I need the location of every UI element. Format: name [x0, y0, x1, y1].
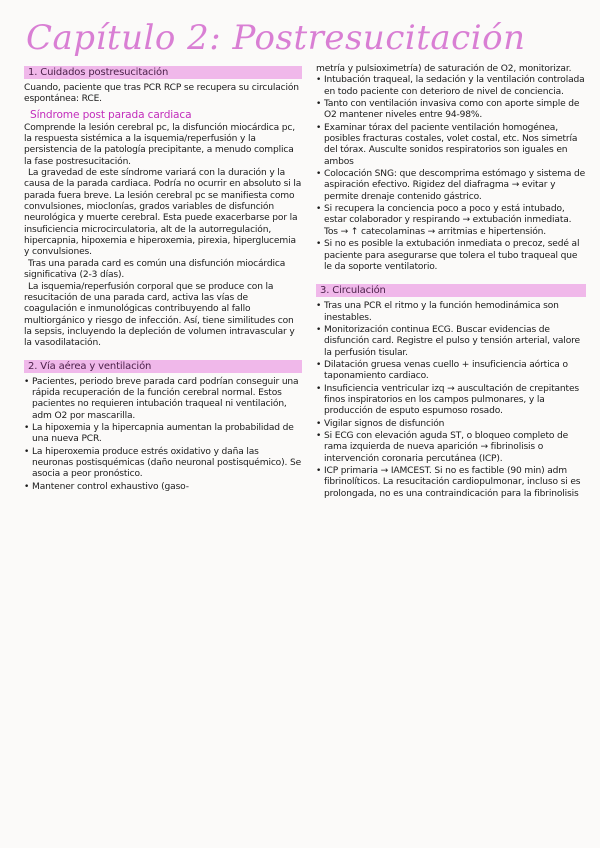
- right-column: [316, 64, 586, 501]
- list-item: • Colocación SNG: que descomprima estómago y sistema de aspiración efectivo. Rigidez del diafragma → evitar y permite drenaje contenido gástrico.: [316, 169, 586, 203]
- continued-text: metría y pulsioximetría) de saturación de O2, monitorizar.: [316, 64, 572, 74]
- page-title: Capítulo 2: Postresucitación: [26, 18, 526, 58]
- bullet-list: [316, 301, 586, 500]
- section-heading-via-aerea: 2. Vía aérea y ventilación: [24, 360, 302, 373]
- list-item: • Monitorización continua ECG. Buscar evidencias de disfunción card. Registre el pulso y tensión arterial, valore la perfusión tisular.: [316, 325, 586, 359]
- list-item: • Intubación traqueal, la sedación y la ventilación controlada en todo paciente con deterioro de nivel de conciencia.: [316, 75, 586, 98]
- list-item: • La hipoxemia y la hipercapnia aumentan la probabilidad de una nueva PCR.: [24, 423, 302, 446]
- paragraph: Tras una parada card es común una disfunción miocárdica significativa (2-3 días).: [24, 258, 286, 281]
- list-item: • Tras una PCR el ritmo y la función hemodinámica son inestables.: [316, 301, 586, 324]
- list-item: • Si ECG con elevación aguda ST, o bloqueo completo de rama izquierda de nueva aparición → fibrinolisis o intervención coronaria percutánea (ICP).: [316, 431, 586, 465]
- section-heading-circulacion: 3. Circulación: [316, 284, 586, 297]
- list-item: • La hiperoxemia produce estrés oxidativo y daña las neuronas postisquémicas (daño neuronal postisquémico). Se asocia a peor pronóstico.: [24, 447, 302, 481]
- list-item: • Si no es posible la extubación inmediata o precoz, sedé al paciente para asegurarse que tolera el tubo traqueal que le da soporte ventilatorio.: [316, 239, 586, 273]
- section-heading-cuidados: 1. Cuidados postresucitación: [24, 66, 302, 79]
- bullet-list: [24, 377, 302, 493]
- list-item: • Tanto con ventilación invasiva como con aporte simple de O2 mantener niveles entre 94-98%.: [316, 99, 586, 122]
- left-column: [24, 64, 302, 494]
- bullet-list: [316, 75, 586, 273]
- list-item: • Vigilar signos de disfunción: [316, 419, 586, 430]
- paragraph: La gravedad de este síndrome variará con la duración y la causa de la parada cardiaca. Podría no ocurrir en absoluto si la parada fuera breve. La lesión cerebral pc se manifiesta como convulsiones, mioclonías, grados variables de disfunción neurológica y muerte cerebral. Esta puede exacerbarse por la insuficiencia microcirculatoria, alt de la autorregulación, hipercapnia, hipoxemia e hiperoxemia, pirexia, hiperglucemia y convulsiones.: [24, 168, 302, 258]
- list-item: • ICP primaria → IAMCEST. Si no es factible (90 min) adm fibrinolíticos. La resucitación cardiopulmonar, incluso si es prolongada, no es una contraindicación para la fibrinolisis: [316, 466, 586, 500]
- paragraph: Comprende la lesión cerebral pc, la disfunción miocárdica pc, la respuesta sistémica a la isquemia/reperfusión y la persistencia de la patología precipitante, a menudo complica la fase postresucitación.: [24, 122, 295, 167]
- subheading-sindrome: Síndrome post parada cardiaca: [30, 108, 192, 121]
- paragraph: La isquemia/reperfusión corporal que se produce con la resucitación de una parada card, activa las vías de coagulación e inmunológicas contribuyendo al fallo multiorgánico y riesgo de infección. Así, tiene similitudes con la sepsis, incluyendo la depleción de volumen intravascular y la vasodilatación.: [24, 281, 295, 349]
- list-item: • Dilatación gruesa venas cuello + insuficiencia aórtica o taponamiento cardiaco.: [316, 360, 586, 383]
- list-item: • Pacientes, periodo breve parada card podrían conseguir una rápida recuperación de la función cerebral normal. Estos pacientes no requieren intubación traqueal ni ventilación, adm O2 por mascarilla.: [24, 377, 302, 422]
- list-item: • Insuficiencia ventricular izq → auscultación de crepitantes finos inspiratorios en los campos pulmonares, y la producción de esputo espumoso rosado.: [316, 384, 586, 418]
- list-item: • Mantener control exhaustivo (gaso-: [24, 482, 302, 493]
- list-item: • Examinar tórax del paciente ventilación homogénea, posibles fracturas costales, volet costal, etc. Nos simetría del tórax. Ausculte sonidos respiratorios son iguales en ambos: [316, 123, 586, 168]
- list-item: • Si recupera la conciencia poco a poco y está intubado, estar colaborador y respirando → extubación inmediata. Tos → ↑ catecolaminas → arritmias e hipertensión.: [316, 204, 586, 238]
- intro-text: Cuando, paciente que tras PCR RCP se recupera su circulación espontánea: RCE.: [24, 83, 299, 105]
